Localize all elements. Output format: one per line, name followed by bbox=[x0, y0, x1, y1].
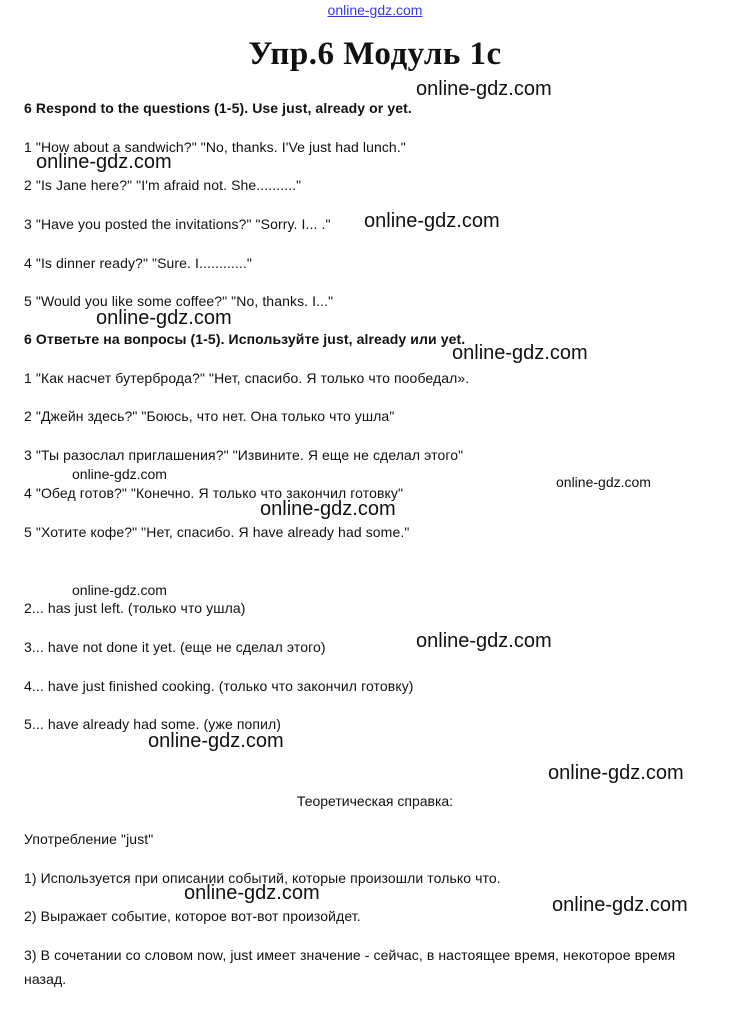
answer-line: 2... has just left. (только что ушла) bbox=[24, 600, 246, 616]
watermark-text: online-gdz.com bbox=[364, 210, 500, 232]
watermark-text: online-gdz.com bbox=[416, 78, 552, 100]
site-link[interactable]: online-gdz.com bbox=[327, 2, 423, 18]
page-title: Упр.6 Модуль 1с bbox=[248, 36, 502, 72]
english-line: 5 "Would you like some coffee?" "No, thanks. I..." bbox=[24, 293, 334, 309]
russian-line: 2 "Джейн здесь?" "Боюсь, что нет. Она только что ушла" bbox=[24, 408, 395, 424]
watermark-text: online-gdz.com bbox=[556, 474, 651, 490]
watermark-text: online-gdz.com bbox=[36, 151, 172, 173]
watermark-text: online-gdz.com bbox=[552, 894, 688, 916]
theory-point: 3) В сочетании со словом now, just имеет значение - сейчас, в настоящее время, некоторое время bbox=[24, 947, 676, 963]
answer-line: 4... have just finished cooking. (только что закончил готовку) bbox=[24, 678, 414, 694]
english-line: 3 "Have you posted the invitations?" "Sorry. I... ." bbox=[24, 216, 331, 232]
watermark-text: online-gdz.com bbox=[96, 307, 232, 329]
watermark-text: online-gdz.com bbox=[72, 582, 167, 598]
watermark-text: online-gdz.com bbox=[416, 630, 552, 652]
theory-subheading: Употребление "just" bbox=[24, 831, 154, 847]
theory-point: 1) Используется при описании событий, которые произошли только что. bbox=[24, 870, 501, 886]
watermark-text: online-gdz.com bbox=[184, 882, 320, 904]
answer-line: 3... have not done it yet. (еще не сделал этого) bbox=[24, 639, 326, 655]
english-line: 4 "Is dinner ready?" "Sure. I............" bbox=[24, 255, 252, 271]
theory-point: назад. bbox=[24, 971, 67, 987]
watermark-text: online-gdz.com bbox=[148, 730, 284, 752]
english-line: 1 "How about a sandwich?" "No, thanks. I'Ve just had lunch." bbox=[24, 139, 406, 155]
watermark-text: online-gdz.com bbox=[452, 342, 588, 364]
theory-point: 2) Выражает событие, которое вот-вот произойдет. bbox=[24, 908, 361, 924]
russian-heading: 6 Ответьте на вопросы (1-5). Используйте just, already или yet. bbox=[24, 331, 466, 347]
english-heading: 6 Respond to the questions (1-5). Use just, already or yet. bbox=[24, 100, 412, 116]
russian-line: 5 "Хотите кофе?" "Нет, спасибо. Я have already had some." bbox=[24, 524, 410, 540]
russian-line: 4 "Обед готов?" "Конечно. Я только что закончил готовку" bbox=[24, 485, 404, 501]
theory-heading: Теоретическая справка: bbox=[296, 793, 454, 809]
watermark-text: online-gdz.com bbox=[260, 498, 396, 520]
russian-line: 3 "Ты разослал приглашения?" "Извините. Я еще не сделал этого" bbox=[24, 447, 464, 463]
answer-line: 5... have already had some. (уже попил) bbox=[24, 716, 282, 732]
english-line: 2 "Is Jane here?" "I'm afraid not. She.........." bbox=[24, 177, 302, 193]
watermark-text: online-gdz.com bbox=[72, 466, 167, 482]
watermark-text: online-gdz.com bbox=[548, 762, 684, 784]
russian-line: 1 "Как насчет бутерброда?" "Нет, спасибо. Я только что пообедал». bbox=[24, 370, 470, 386]
